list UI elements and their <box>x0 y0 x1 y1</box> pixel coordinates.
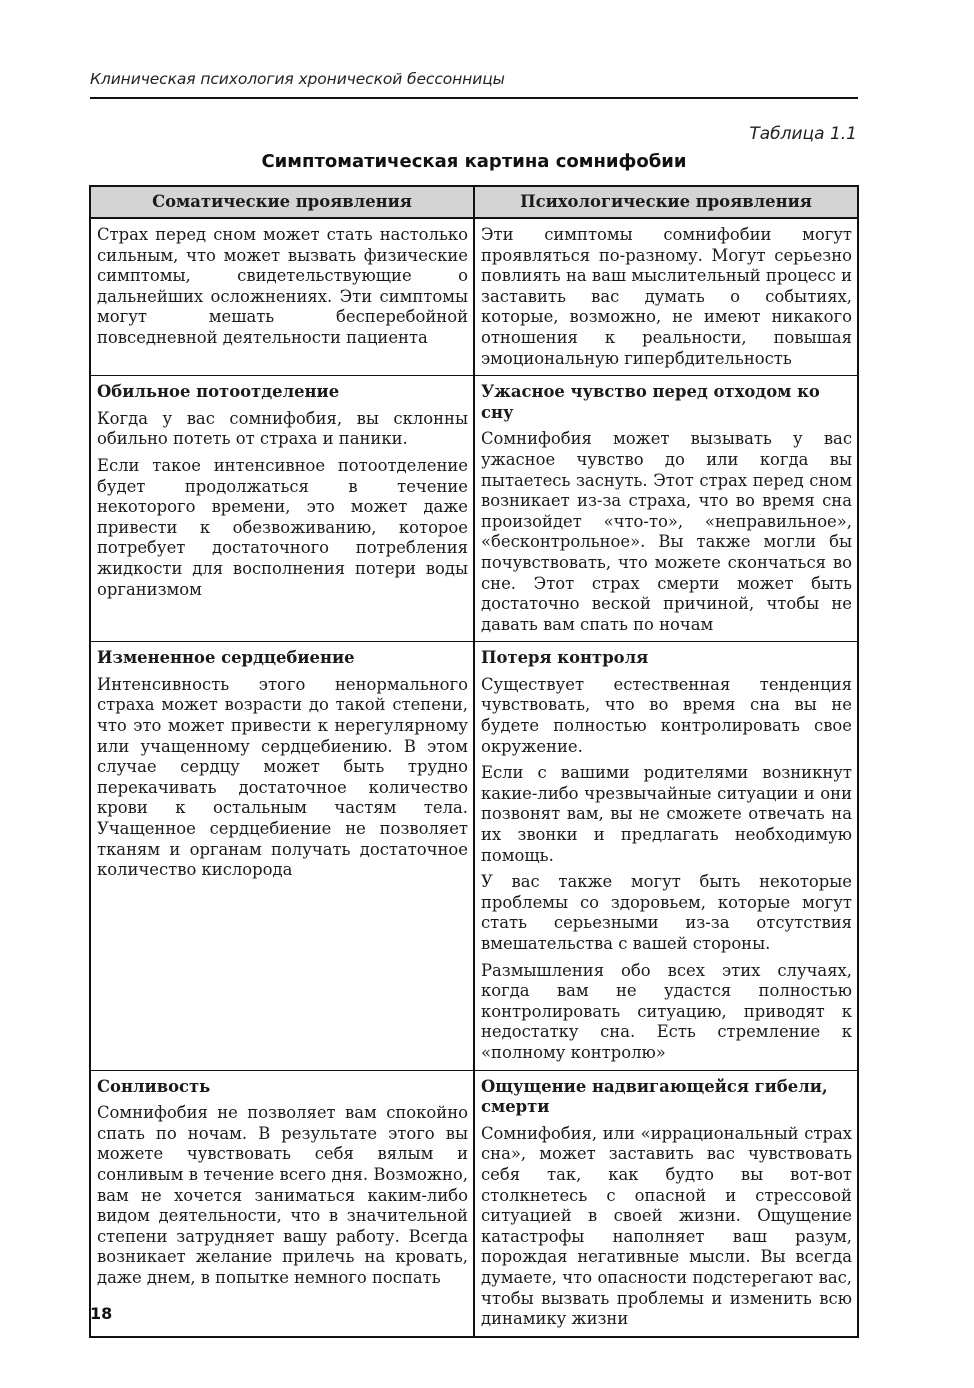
cell-paragraph: Интенсивность этого ненормального страха может возрасти до такой степени, что это может привести к нерегулярному или учащенному сердцебиению. В этом случае сердцу может быть трудно перекачивать достаточное количество крови к остальным частям тела. Учащенное сердцебиение не позволяет тканям и органам получать достаточное количество кислорода <box>97 674 468 880</box>
somatic-cell <box>90 1070 474 1337</box>
column-header-psychological: Психологические проявления <box>474 186 858 218</box>
somatic-cell <box>90 642 474 1070</box>
cell-paragraph: У вас также могут быть некоторые проблемы со здоровьем, которые могут стать серьезными из-за отсутствия вмешательства с вашей стороны. <box>481 872 852 953</box>
column-header-somatic: Соматические проявления <box>90 186 474 218</box>
page-number: 18 <box>90 1304 113 1323</box>
symptom-table <box>89 185 859 1338</box>
cell-heading: Измененное сердцебиение <box>97 648 355 668</box>
cell-paragraph: Размышления обо всех этих случаях, когда вам не удастся полностью контролировать ситуацию, приводят к недостатку сна. Есть стремление к «полному контролю» <box>481 960 852 1062</box>
table-row <box>90 376 858 642</box>
table-row <box>90 218 858 376</box>
table-row <box>90 642 858 1070</box>
table-title: Симптоматическая картина сомнифобии <box>261 151 687 172</box>
cell-paragraph: Если такое интенсивное потоотделение будет продолжаться в течение некоторого времени, это может даже привести к обезвоживанию, которое потребует достаточного потребления жидкости для восполнения потери воды организмом <box>97 455 468 599</box>
table-body <box>90 218 858 1337</box>
header-rule <box>90 97 858 99</box>
cell-paragraph: Существует естественная тенденция чувствовать, что во время сна вы не будете полностью контролировать свое окружение. <box>481 674 852 756</box>
cell-heading: Обильное потоотделение <box>97 382 340 402</box>
psychological-cell <box>474 218 858 376</box>
table-number: Таблица 1.1 <box>749 124 857 144</box>
cell-paragraph: Когда у вас сомнифобия, вы склонны обильно потеть от страха и паники. <box>97 408 468 449</box>
cell-paragraph: Страх перед сном может стать настолько сильным, что может вызвать физические симптомы, свидетельствующие о дальнейших осложнениях. Эти симптомы могут мешать бесперебойной повседневной деятельности пациента <box>97 225 468 347</box>
cell-heading: Ужасное чувство перед отходом ко сну <box>481 382 820 422</box>
cell-heading: Сонливость <box>97 1076 211 1096</box>
cell-paragraph: Эти симптомы сомнифобии могут проявляться по-разному. Могут серьезно повлиять на ваш мыслительный процесс и заставить вас думать о событиях, которые, возможно, не имеют никакого отношения к реальности, повышая эмоциональную гипербдительность <box>481 225 852 368</box>
psychological-cell <box>474 642 858 1070</box>
cell-heading: Ощущение надвигающейся гибели, смерти <box>481 1076 828 1117</box>
somatic-cell <box>90 376 474 642</box>
table-header-row <box>90 186 858 218</box>
table-row <box>90 1070 858 1337</box>
cell-heading: Потеря контроля <box>481 648 649 668</box>
cell-paragraph: Сомнифобия не позволяет вам спокойно спать по ночам. В результате этого вы можете чувствовать себя вялым и сонливым в течение всего дня. Возможно, вам не хочется заниматься каким-либо видом деятельности, что в значительной степени затрудняет вашу работу. Всегда возникает желание прилечь на кровать, даже днем, в попытке немного поспать <box>97 1103 468 1287</box>
psychological-cell <box>474 376 858 642</box>
cell-paragraph: Если с вашими родителями возникнут какие-либо чрезвычайные ситуации и они позвонят вам, вы не сможете отвечать на их звонки и предлагать необходимую помощь. <box>481 763 852 865</box>
cell-paragraph: Сомнифобия может вызывать у вас ужасное чувство до или когда вы пытаетесь заснуть. Этот страх перед сном возникает из-за страха, что во время сна произойдет «что-то», «неправильное», «бесконтрольное». Вы также могли бы почувствовать, что можете скончаться во сне. Этот страх смерти может быть достаточно веской причиной, чтобы не давать вам спать по ночам <box>481 429 852 634</box>
running-head: Клиническая психология хронической бессонницы <box>90 70 505 88</box>
cell-paragraph: Сомнифобия, или «иррациональный страх сна», может заставить вас чувствовать себя так, как будто вы вот-вот столкнетесь с опасной и стрессовой ситуацией в своей жизни. Ощущение катастрофы наполняет ваш разум, порождая негативные мысли. Вы всегда думаете, что опасности подстерегают вас, чтобы вызвать проблемы и изменить всю динамику жизни <box>481 1123 852 1329</box>
psychological-cell <box>474 1070 858 1337</box>
somatic-cell <box>90 218 474 376</box>
